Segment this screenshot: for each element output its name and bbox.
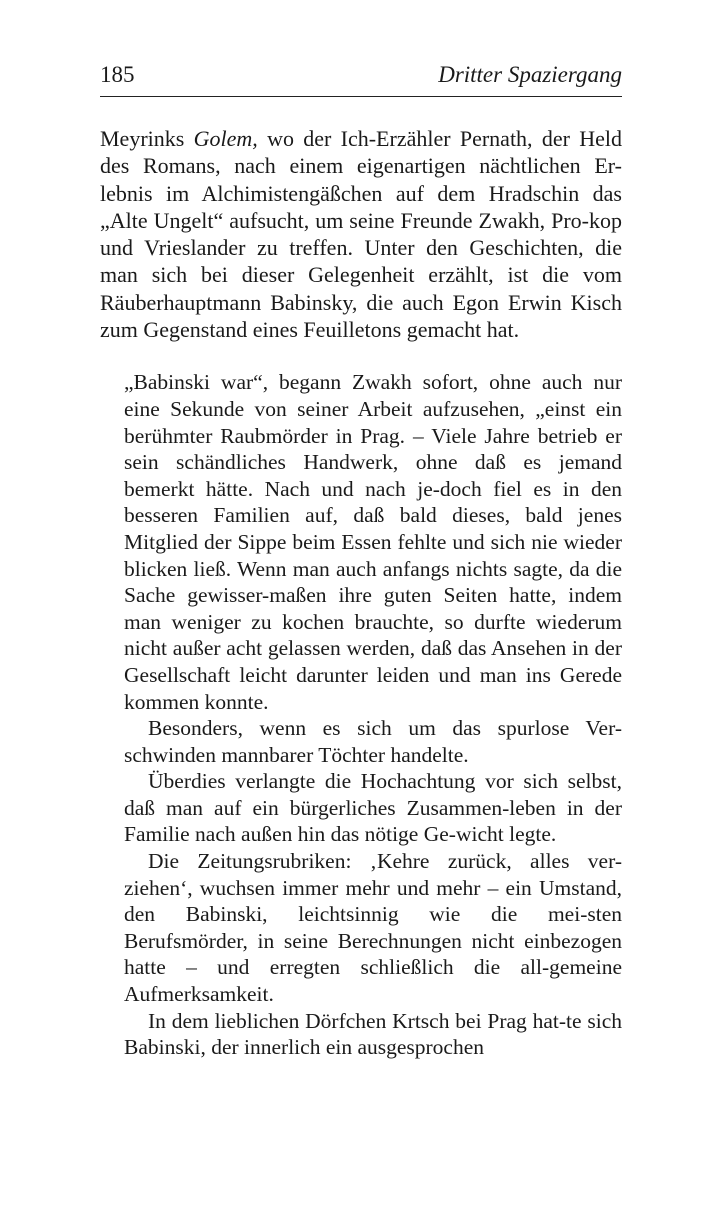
block-quote bbox=[100, 369, 622, 1060]
intro-paragraph bbox=[100, 125, 622, 343]
quote-paragraph-3: Überdies verlangte die Hochachtung vor sich selbst, daß man auf ein bürgerliches Zusammen-leben in der Familie nach außen hin das nötige Ge-wicht legte. bbox=[124, 769, 622, 847]
quote-paragraph-1: „Babinski war“, begann Zwakh sofort, ohne auch nur eine Sekunde von seiner Arbeit aufzusehen, „einst ein berühmter Raubmörder in Prag. – Viele Jahre betrieb er sein schändliches Handwerk, ohne daß es jemand bemerkt hätte. Nach und nach je-doch fiel es in den besseren Familien auf, daß bald dieses, bald jenes Mitglied der Sippe beim Essen fehlte und sich nie wieder blicken ließ. Wenn man auch anfangs nichts sagte, da die Sache gewisser-maßen ihre guten Seiten hatte, indem man weniger zu kochen brauchte, so durfte wiederum nicht außer acht gelassen werden, daß das Ansehen in der Gesellschaft leicht darunter leiden und man ins Gerede kommen konnte. bbox=[124, 370, 622, 714]
intro-text-start: Meyrinks bbox=[100, 126, 194, 151]
page-number: 185 bbox=[100, 62, 135, 87]
running-head: Dritter Spaziergang bbox=[438, 62, 622, 87]
page-header bbox=[100, 62, 622, 97]
book-page bbox=[100, 62, 622, 1061]
quote-paragraph-4: Die Zeitungsrubriken: ‚Kehre zurück, alles ver-ziehen‘, wuchsen immer mehr und mehr – ein Umstand, den Babinski, leichtsinnig wie die mei-sten Berufsmörder, in seine Berechnungen nicht einbezogen hatte – und erregten schließlich die all-gemeine Aufmerksamkeit. bbox=[124, 849, 622, 1007]
book-title: Golem, bbox=[193, 126, 258, 151]
quote-paragraph-2: Besonders, wenn es sich um das spurlose Ver-schwinden mannbarer Töchter handelte. bbox=[124, 716, 622, 767]
quote-paragraph-5: In dem lieblichen Dörfchen Krtsch bei Prag hat-te sich Babinski, der innerlich ein ausgesprochen bbox=[124, 1008, 622, 1060]
intro-text-rest: wo der Ich-Erzähler Pernath, der Held des Romans, nach einem eigenartigen nächtlichen Er-lebnis im Alchimistengäßchen auf dem Hradschin das „Alte Ungelt“ aufsucht, um seine Freunde Zwakh, Pro-kop und Vrieslander zu treffen. Unter den Geschichten, die man sich bei dieser Gelegenheit erzählt, ist die vom Räuberhauptmann Babinsky, die auch Egon Erwin Kisch zum Gegenstand eines Feuilletons gemacht hat. bbox=[100, 126, 623, 343]
